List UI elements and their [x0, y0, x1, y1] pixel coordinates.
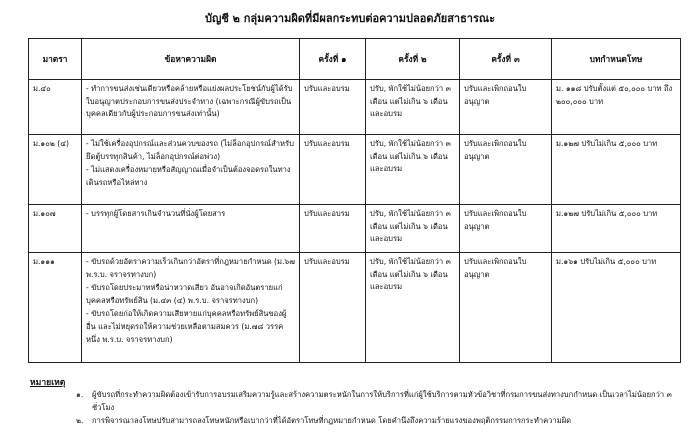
table-row [29, 80, 681, 135]
cell-section: ม.๑๐๒ (๔) [29, 135, 82, 205]
page-title: บัญชี ๒ กลุ่มความผิดที่มีผลกระทบต่อความปลอดภัยสาธารณะ [204, 12, 496, 25]
offense-item: - ขับรถโดยก่อให้เกิดความเสียหายแก่บุคคลหรือทรัพย์สินของผู้อื่น และไม่หยุดรถให้ความช่วยเหลือตามสมควร (ม.๗๘ วรรคหนึ่ง พ.ร.บ. จราจรทางบก) [86, 309, 287, 344]
note-number: ๒. [76, 415, 84, 425]
cell-penalty: ม.๑๒๗ ปรับไม่เกิน ๕,๐๐๐ บาท [552, 205, 681, 253]
cell-section: ม.๑๐๗ [29, 205, 82, 253]
offense-item: - ทำการขนส่งเช่นเดียวหรือคล้ายหรือแย่งผลประโยชน์กับผู้ได้รับใบอนุญาตประกอบการขนส่งประจำทาง (เฉพาะกรณีผู้ขับรถเป็นบุคคลเดียวกับผู้ประกอบการขนส่งเท่านั้น) [86, 84, 293, 119]
header-first: ครั้งที่ ๑ [300, 39, 366, 80]
cell-second: ปรับ, พักใช้ไม่น้อยกว่า ๓ เดือน แต่ไม่เกิน ๖ เดือน และอบรม [366, 253, 460, 363]
header-penalty: บทกำหนดโทษ [552, 39, 681, 80]
cell-penalty: ม.๑๖๑ ปรับไม่เกิน ๕,๐๐๐ บาท [552, 253, 681, 363]
cell-offenses [82, 135, 300, 205]
table-header-row [29, 39, 681, 80]
penalty-table [28, 38, 681, 363]
cell-offenses [82, 253, 300, 363]
cell-section: ม.๔๐ [29, 80, 82, 135]
table-row [29, 135, 681, 205]
cell-section: ม.๑๑๑ [29, 253, 82, 363]
cell-third: ปรับและเพิกถอนใบอนุญาต [460, 80, 552, 135]
note-item [76, 389, 686, 415]
header-second: ครั้งที่ ๒ [366, 39, 460, 80]
cell-first: ปรับและอบรม [300, 205, 366, 253]
cell-penalty: ม.๑๒๗ ปรับไม่เกิน ๕,๐๐๐ บาท [552, 135, 681, 205]
cell-third: ปรับและเพิกถอนใบอนุญาต [460, 205, 552, 253]
cell-second: ปรับ, พักใช้ไม่น้อยกว่า ๓ เดือน แต่ไม่เกิน ๖ เดือน และอบรม [366, 135, 460, 205]
header-section: มาตรา [29, 39, 82, 80]
offense-item: - ไม่ใช้เครื่องอุปกรณ์และส่วนควบของรถ (ไม่ล็อกอุปกรณ์สำหรับยึดตู้บรรทุกสินค้า, ไม่ล็อกอุปกรณ์ต่อพ่วง) [86, 139, 294, 161]
notes-list [76, 389, 686, 427]
note-text: การพิจารณาลงโทษปรับสามารถลงโทษหนักหรือเบากว่าที่ได้อัตราโทษที่กฎหมายกำหนด โดยคำนึงถึงความร้ายแรงของพฤติกรรมการกระทำความผิด [92, 415, 572, 425]
cell-offenses [82, 205, 300, 253]
cell-third: ปรับและเพิกถอนใบอนุญาต [460, 253, 552, 363]
notes-heading: หมายเหตุ [30, 378, 66, 388]
cell-third: ปรับและเพิกถอนใบอนุญาต [460, 135, 552, 205]
header-offense: ข้อหาความผิด [82, 39, 300, 80]
note-text: ผู้ขับรถที่กระทำความผิดต้องเข้ารับการอบรมเสริมความรู้และสร้างความตระหนักในการให้บริการที่แก่ผู้ใช้บริการตามหัวข้อวิชาที่กรมการขนส่งทางบกกำหนด เป็นเวลาไม่น้อยกว่า ๓ ชั่วโมง [92, 390, 672, 412]
cell-penalty: ม. ๑๑๘ ปรับตั้งแต่ ๕๐,๐๐๐ บาท ถึง ๒๐๐,๐๐๐ บาท [552, 80, 681, 135]
cell-second: ปรับ, พักใช้ไม่น้อยกว่า ๓ เดือน แต่ไม่เกิน ๖ เดือน และอบรม [366, 205, 460, 253]
cell-second: ปรับ, พักใช้ไม่น้อยกว่า ๓ เดือน แต่ไม่เกิน ๖ เดือน และอบรม [366, 80, 460, 135]
offense-item: - ขับรถโดยประมาทหรือน่าหวาดเสียว อันอาจเกิดอันตรายแก่บุคคลหรือทรัพย์สิน (ม.๔๓ (๔) พ.ร.บ. จราจรทางบก) [86, 283, 283, 305]
cell-first: ปรับและอบรม [300, 253, 366, 363]
cell-first: ปรับและอบรม [300, 80, 366, 135]
note-item [76, 415, 686, 428]
table-row [29, 205, 681, 253]
offense-item: - บรรทุกผู้โดยสารเกินจำนวนที่นั่งผู้โดยสาร [86, 209, 226, 218]
table-row [29, 253, 681, 363]
header-third: ครั้งที่ ๓ [460, 39, 552, 80]
cell-offenses [82, 80, 300, 135]
cell-first: ปรับและอบรม [300, 135, 366, 205]
offense-item: - ไม่แสดงเครื่องหมายหรือสัญญาณเมื่อจำเป็นต้องจอดรถในทางเดินรถหรือไหล่ทาง [86, 165, 291, 187]
offense-item: - ขับรถด้วยอัตราความเร็วเกินกว่าอัตราที่กฎหมายกำหนด (ม.๖๗ พ.ร.บ. จราจรทางบก) [86, 257, 295, 279]
note-number: ๑. [76, 390, 84, 399]
